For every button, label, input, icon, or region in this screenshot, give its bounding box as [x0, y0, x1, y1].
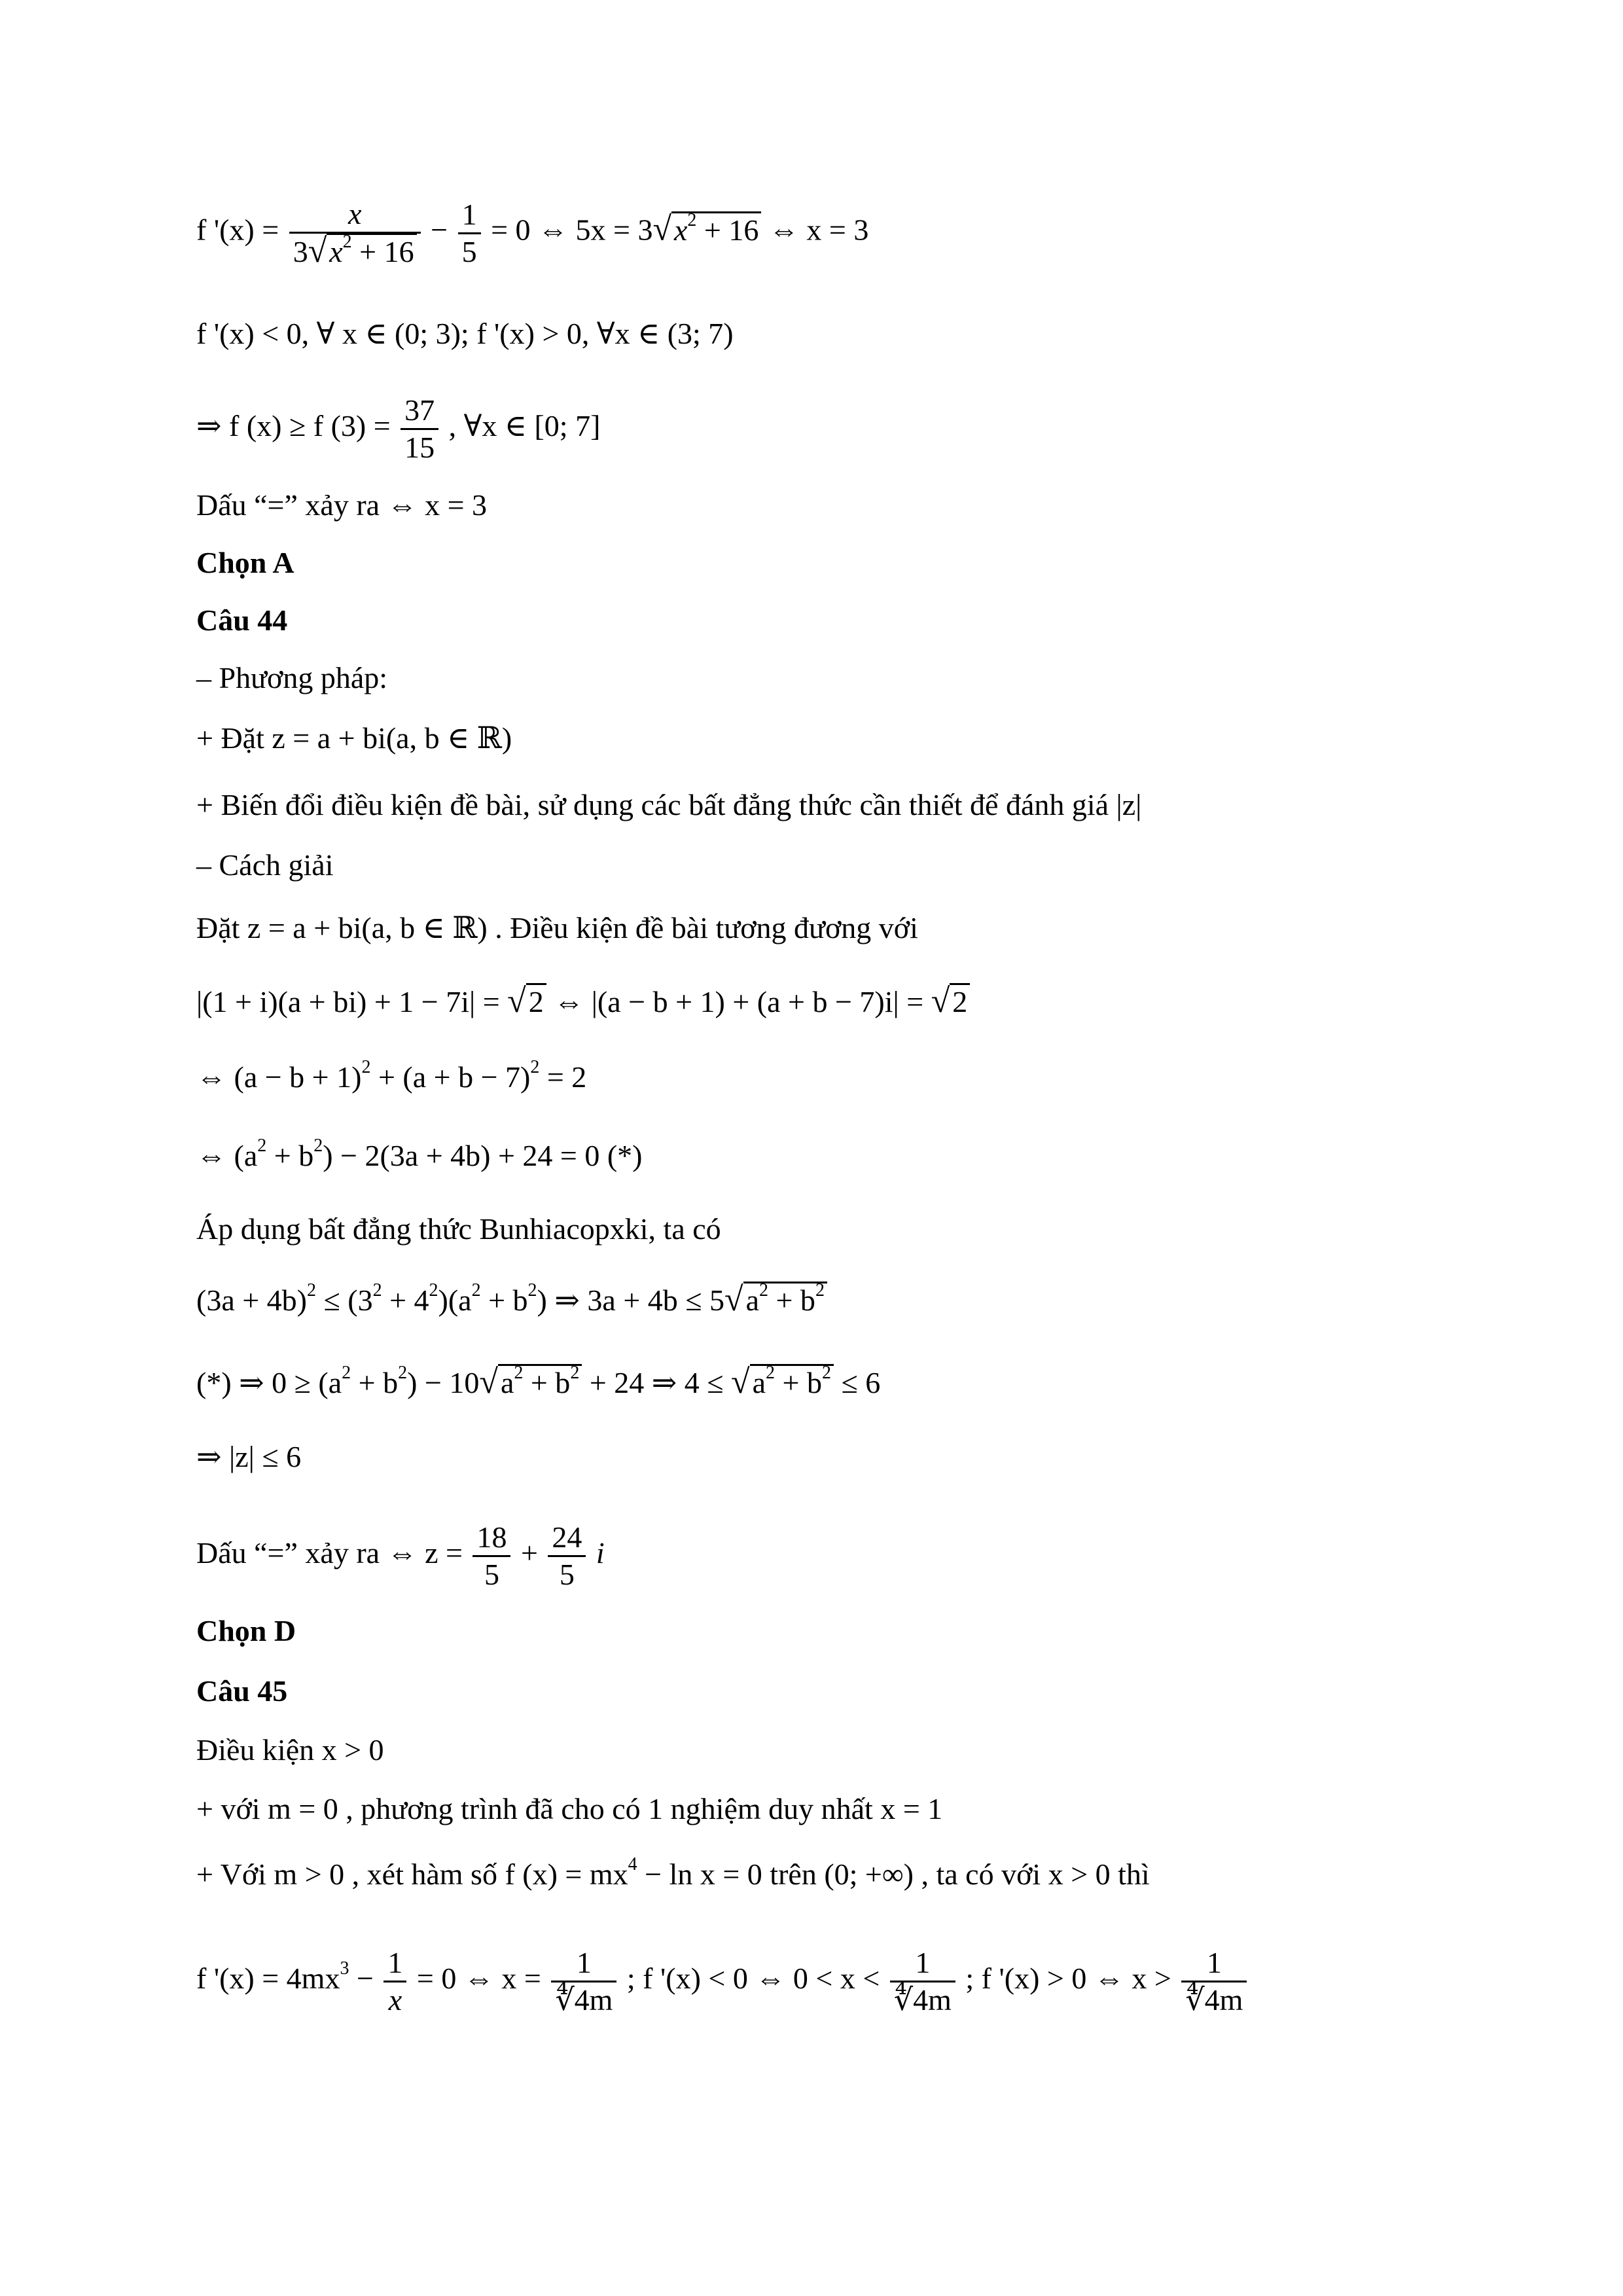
exponent: 2	[815, 1280, 825, 1300]
radicand: 2	[526, 983, 546, 1018]
exponent: 3	[340, 1958, 349, 1979]
text-segment: Chọn A	[196, 546, 294, 579]
exponent: 2	[342, 232, 352, 252]
case-text	[196, 1789, 942, 1829]
text-segment: + với m = 0 , phương trình đã cho có 1 nghiệm duy nhất x = 1	[196, 1792, 943, 1825]
exponent: 2	[758, 1280, 768, 1300]
solution-text	[196, 908, 918, 948]
text-segment: − ln x = 0 trên (0; +∞) , ta có với x > 0 thì	[637, 1857, 1150, 1891]
radicand	[327, 233, 416, 268]
radicand	[498, 1364, 582, 1399]
sqrt-sign: √	[479, 1363, 498, 1401]
text-segment: + b	[523, 1366, 571, 1399]
exponent: 2	[514, 1363, 524, 1383]
text-segment: – Cách giải	[196, 848, 334, 882]
text-segment: Đặt z = a + bi(a, b ∈ ℝ) . Điều kiện đề bài tương đương với	[196, 911, 918, 944]
sqrt-sign: √	[931, 982, 950, 1020]
var: x	[329, 235, 343, 268]
text-segment: , ∀x ∈ [0; 7]	[448, 409, 601, 443]
exponent: 2	[429, 1280, 438, 1300]
text-segment: Câu 44	[196, 603, 288, 637]
text-segment: ⇔ x = 3	[768, 213, 869, 247]
condition-text	[196, 1731, 384, 1770]
exponent: 2	[471, 1280, 481, 1300]
text-segment: Dấu “=” xảy ra ⇔ x = 3	[196, 488, 488, 522]
text-segment: Dấu “=” xảy ra ⇔ z =	[196, 1536, 471, 1570]
exponent: 2	[342, 1363, 351, 1383]
exponent: 4	[628, 1854, 637, 1874]
text-segment: )(a	[438, 1283, 472, 1317]
formula-star	[196, 1136, 642, 1175]
sqrt-sign: √	[724, 1281, 743, 1318]
radicand	[671, 211, 761, 247]
fraction	[458, 197, 481, 270]
formula-modulus	[196, 982, 970, 1022]
numerator: 37	[401, 393, 438, 430]
numerator: 24	[548, 1520, 586, 1557]
text-segment: f '(x) =	[196, 213, 287, 247]
text-segment: ⇒ |z| ≤ 6	[196, 1440, 302, 1473]
sqrt-sign: √	[652, 210, 671, 248]
text-segment: i	[596, 1536, 605, 1570]
text-segment: ) ⇒ 3a + 4b ≤ 5	[537, 1283, 725, 1317]
text-segment: + Biến đổi điều kiện đề bài, sử dụng các bất đẳng thức cần thiết để đánh giá |z|	[196, 788, 1142, 821]
text-segment: = 0 ⇔ x =	[416, 1962, 549, 1996]
var: a	[500, 1366, 514, 1399]
text-segment: −	[431, 213, 455, 247]
denominator	[289, 234, 421, 270]
text-segment: f '(x) < 0, ∀ x ∈ (0; 3); f '(x) > 0, ∀x ∈ (3; 7)	[196, 317, 734, 350]
text-segment: ⇔ (a	[196, 1139, 258, 1172]
text-segment: + Với m > 0 , xét hàm số f (x) = mx	[196, 1857, 628, 1891]
exponent: 2	[821, 1363, 831, 1383]
numerator: 1	[458, 197, 481, 234]
denominator: 15	[404, 431, 435, 464]
fraction	[401, 393, 438, 465]
text-segment: ) − 2(3a + 4b) + 24 = 0 (*)	[323, 1139, 643, 1172]
text-segment: f '(x) = 4mx	[196, 1962, 340, 1996]
text-segment: ⇒ f (x) ≥ f (3) =	[196, 409, 399, 443]
equality-condition	[196, 486, 487, 525]
denominator: ∜4m	[555, 1983, 613, 2017]
fraction	[551, 1945, 616, 2018]
text-segment: ; f '(x) > 0 ⇔ x >	[965, 1962, 1179, 1996]
exponent: 2	[530, 1057, 540, 1077]
text-segment: + b	[768, 1283, 815, 1317]
var: a	[745, 1283, 759, 1317]
text-segment: ) − 10	[407, 1366, 480, 1399]
text-segment: |(1 + i)(a + bi) + 1 − 7i| =	[196, 985, 508, 1018]
text-segment: + (a + b − 7)	[370, 1060, 531, 1094]
radicand: 2	[950, 983, 970, 1018]
text-segment: + Đặt z = a + bi(a, b ∈ ℝ)	[196, 721, 512, 755]
solution-heading	[196, 846, 334, 885]
denominator: x	[388, 1983, 402, 2017]
text-segment: + b	[480, 1283, 528, 1317]
text-segment: + b	[266, 1139, 314, 1172]
text-segment: + b	[351, 1366, 399, 1399]
var: a	[752, 1366, 766, 1399]
exponent: 2	[766, 1363, 776, 1383]
numerator: 1	[1181, 1945, 1247, 1982]
exponent: 2	[372, 1280, 382, 1300]
method-heading	[196, 658, 387, 698]
text-segment: (*) ⇒ 0 ≥ (a	[196, 1366, 342, 1399]
text-segment: = 0 ⇔ 5x = 3	[491, 213, 653, 247]
formula-sign-intervals	[196, 314, 734, 353]
text-segment: Câu 45	[196, 1674, 288, 1708]
denominator: 5	[559, 1558, 575, 1591]
denominator: ∜4m	[893, 1983, 952, 2017]
method-step	[196, 785, 1141, 825]
fraction	[289, 196, 421, 270]
numerator: 1	[551, 1945, 616, 1982]
case-text	[196, 1855, 1150, 1894]
text-segment: Chọn D	[196, 1614, 296, 1647]
sqrt-sign: √	[308, 232, 327, 270]
exponent: 2	[687, 209, 697, 230]
text-segment: + 24 ⇒ 4 ≤	[582, 1366, 732, 1399]
formula-squares	[196, 1058, 586, 1097]
text-segment: ≤ (3	[316, 1283, 373, 1317]
coef: 3	[293, 235, 308, 268]
fraction	[548, 1520, 586, 1592]
text-segment: +	[520, 1536, 546, 1570]
fraction	[890, 1945, 955, 2018]
denominator: 5	[484, 1558, 499, 1591]
exponent: 2	[527, 1280, 537, 1300]
equality-condition	[196, 1520, 605, 1592]
exponent: 2	[361, 1057, 371, 1077]
method-step	[196, 719, 512, 758]
exponent: 2	[257, 1136, 267, 1156]
numerator: 1	[383, 1945, 406, 1982]
text-segment: – Phương pháp:	[196, 661, 388, 694]
exponent: 2	[570, 1363, 580, 1383]
text-segment: + 16	[351, 235, 414, 268]
text-segment: Điều kiện x > 0	[196, 1733, 384, 1767]
answer-choice	[196, 543, 294, 583]
solution-text	[196, 1210, 721, 1249]
denominator: ∜4m	[1185, 1983, 1243, 2017]
text-segment: = 2	[539, 1060, 587, 1094]
text-segment: + b	[775, 1366, 822, 1399]
question-heading	[196, 1672, 287, 1711]
numerator: 1	[890, 1945, 955, 1982]
formula-derivative-m	[196, 1945, 1249, 2018]
text-segment: −	[349, 1962, 382, 1996]
sqrt-sign: √	[507, 982, 526, 1020]
formula-bound	[196, 1363, 880, 1403]
fraction	[383, 1945, 406, 2018]
formula-min-value	[196, 393, 600, 465]
formula-modulus-bound	[196, 1437, 301, 1477]
denominator: 5	[461, 234, 477, 268]
fraction	[1181, 1945, 1247, 2018]
text-segment: ⇔ (a − b + 1)	[196, 1060, 362, 1094]
question-heading	[196, 601, 287, 640]
exponent: 2	[398, 1363, 408, 1383]
radicand	[750, 1364, 834, 1399]
fraction	[473, 1520, 510, 1592]
exponent: 2	[313, 1136, 323, 1156]
var: x	[674, 213, 688, 247]
text-segment: Áp dụng bất đẳng thức Bunhiacopxki, ta có	[196, 1212, 721, 1246]
text-segment: ≤ 6	[833, 1366, 881, 1399]
answer-choice	[196, 1611, 296, 1651]
exponent: 2	[307, 1280, 316, 1300]
text-segment: + 16	[696, 213, 759, 247]
text-segment: + 4	[382, 1283, 429, 1317]
numerator: x	[289, 196, 421, 234]
formula-bunhiacopxki	[196, 1280, 827, 1320]
sqrt-sign: √	[731, 1363, 750, 1401]
text-segment: (3a + 4b)	[196, 1283, 307, 1317]
radicand	[743, 1282, 827, 1317]
formula-derivative-zero	[196, 196, 868, 270]
text-segment: ; f '(x) < 0 ⇔ 0 < x <	[626, 1962, 887, 1996]
numerator: 18	[473, 1520, 510, 1557]
text-segment: ⇔ |(a − b + 1) + (a + b − 7)i| =	[554, 985, 931, 1018]
